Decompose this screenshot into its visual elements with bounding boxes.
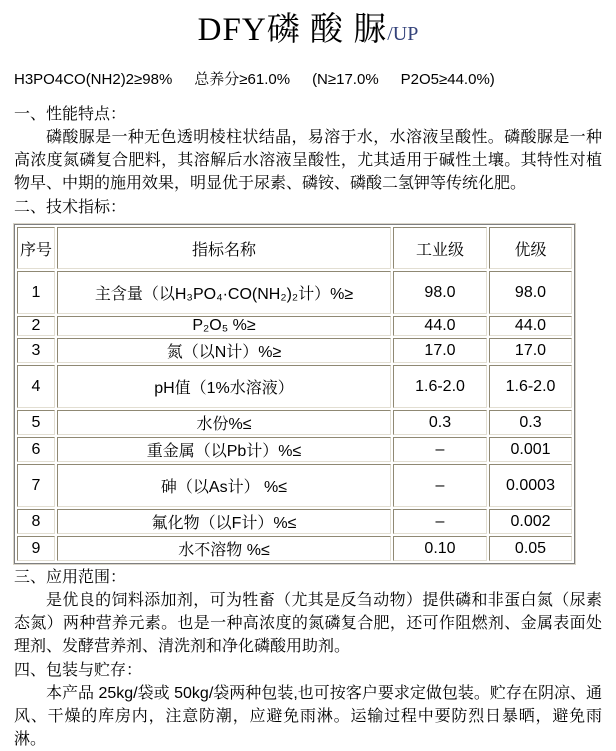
cell-name: 重金属（以Pb计）%≤	[57, 437, 391, 462]
cell-industrial: 98.0	[393, 271, 487, 314]
title-suffix: /UP	[387, 23, 419, 45]
section-heading-specs: 二、技术指标：	[14, 199, 127, 216]
formula-line	[14, 70, 602, 90]
cell-premium: 0.3	[489, 410, 572, 435]
table-row	[17, 464, 572, 507]
table-row	[17, 271, 572, 314]
cell-industrial: 44.0	[393, 316, 487, 336]
cell-industrial: 17.0	[393, 338, 487, 363]
section-heading-packaging: 四、包装与贮存：	[14, 662, 143, 679]
cell-index: 6	[17, 437, 55, 462]
cell-name: pH值（1%水溶液）	[57, 365, 391, 408]
cell-premium: 0.001	[489, 437, 572, 462]
cell-name: 氮（以N计）%≥	[57, 338, 391, 363]
table-row	[17, 509, 572, 534]
title-text: DFY磷 酸 脲	[197, 12, 388, 48]
table-row	[17, 316, 572, 336]
formula-total-nutrient: 总养分≥61.0%	[194, 71, 291, 88]
formula-nitrogen: (N≥17.0%	[312, 71, 379, 88]
cell-premium: 98.0	[489, 271, 572, 314]
page-title	[14, 8, 602, 56]
table-row	[17, 437, 572, 462]
section-body-performance: 磷酸脲是一种无色透明棱柱状结晶，易溶于水，水溶液呈酸性。磷酸脲是一种高浓度氮磷复合肥料，其溶解后水溶液呈酸性，尤其适用于碱性土壤。其特性对植物早、中期的施用效果，明显优于尿素、磷铵、磷酸二氢钾等传统化肥。	[14, 129, 602, 192]
cell-premium: 0.05	[489, 536, 572, 561]
cell-index: 8	[17, 509, 55, 534]
table-row	[17, 338, 572, 363]
cell-index: 9	[17, 536, 55, 561]
cell-index: 2	[17, 316, 55, 336]
cell-industrial: –	[393, 509, 487, 534]
cell-industrial: –	[393, 437, 487, 462]
section-body-packaging: 本产品 25kg/袋或 50kg/袋两种包装,也可按客户要求定做包装。贮存在阴凉、通风、干燥的库房内，注意防潮，应避免雨淋。运输过程中要防烈日暴晒，避免雨淋。	[14, 685, 602, 748]
cell-name: 主含量（以H₃PO₄·CO(NH₂)₂计）%≥	[57, 271, 391, 314]
cell-index: 5	[17, 410, 55, 435]
column-header-name: 指标名称	[57, 227, 391, 269]
cell-name: P₂O₅ %≥	[57, 316, 391, 336]
cell-premium: 1.6-2.0	[489, 365, 572, 408]
cell-premium: 0.002	[489, 509, 572, 534]
cell-name: 氟化物（以F计）%≤	[57, 509, 391, 534]
cell-name: 水不溶物 %≤	[57, 536, 391, 561]
table-row	[17, 536, 572, 561]
column-header-industrial: 工业级	[393, 227, 487, 269]
cell-index: 1	[17, 271, 55, 314]
cell-industrial: –	[393, 464, 487, 507]
section-heading-performance: 一、性能特点：	[14, 106, 127, 123]
cell-index: 4	[17, 365, 55, 408]
cell-premium: 0.0003	[489, 464, 572, 507]
cell-name: 砷（以As计） %≤	[57, 464, 391, 507]
spec-table	[14, 224, 575, 564]
table-header-row	[17, 227, 572, 269]
cell-industrial: 0.3	[393, 410, 487, 435]
cell-premium: 17.0	[489, 338, 572, 363]
cell-premium: 44.0	[489, 316, 572, 336]
formula-p2o5: P2O5≥44.0%)	[400, 71, 495, 88]
table-row	[17, 365, 572, 408]
cell-name: 水份%≤	[57, 410, 391, 435]
cell-index: 3	[17, 338, 55, 363]
section-heading-applications: 三、应用范围：	[14, 569, 127, 586]
formula-main-content: H3PO4CO(NH2)2≥98%	[14, 71, 173, 88]
cell-industrial: 0.10	[393, 536, 487, 561]
cell-industrial: 1.6-2.0	[393, 365, 487, 408]
column-header-index: 序号	[17, 227, 55, 269]
cell-index: 7	[17, 464, 55, 507]
section-body-applications: 是优良的饲料添加剂，可为牲畜（尤其是反刍动物）提供磷和非蛋白氮（尿素态氮）两种营养元素。也是一种高浓度的氮磷复合肥，还可作阻燃剂、金属表面处理剂、发酵营养剂、清洗剂和净化磷酸用助剂。	[14, 592, 602, 655]
column-header-premium: 优级	[489, 227, 572, 269]
table-row	[17, 410, 572, 435]
